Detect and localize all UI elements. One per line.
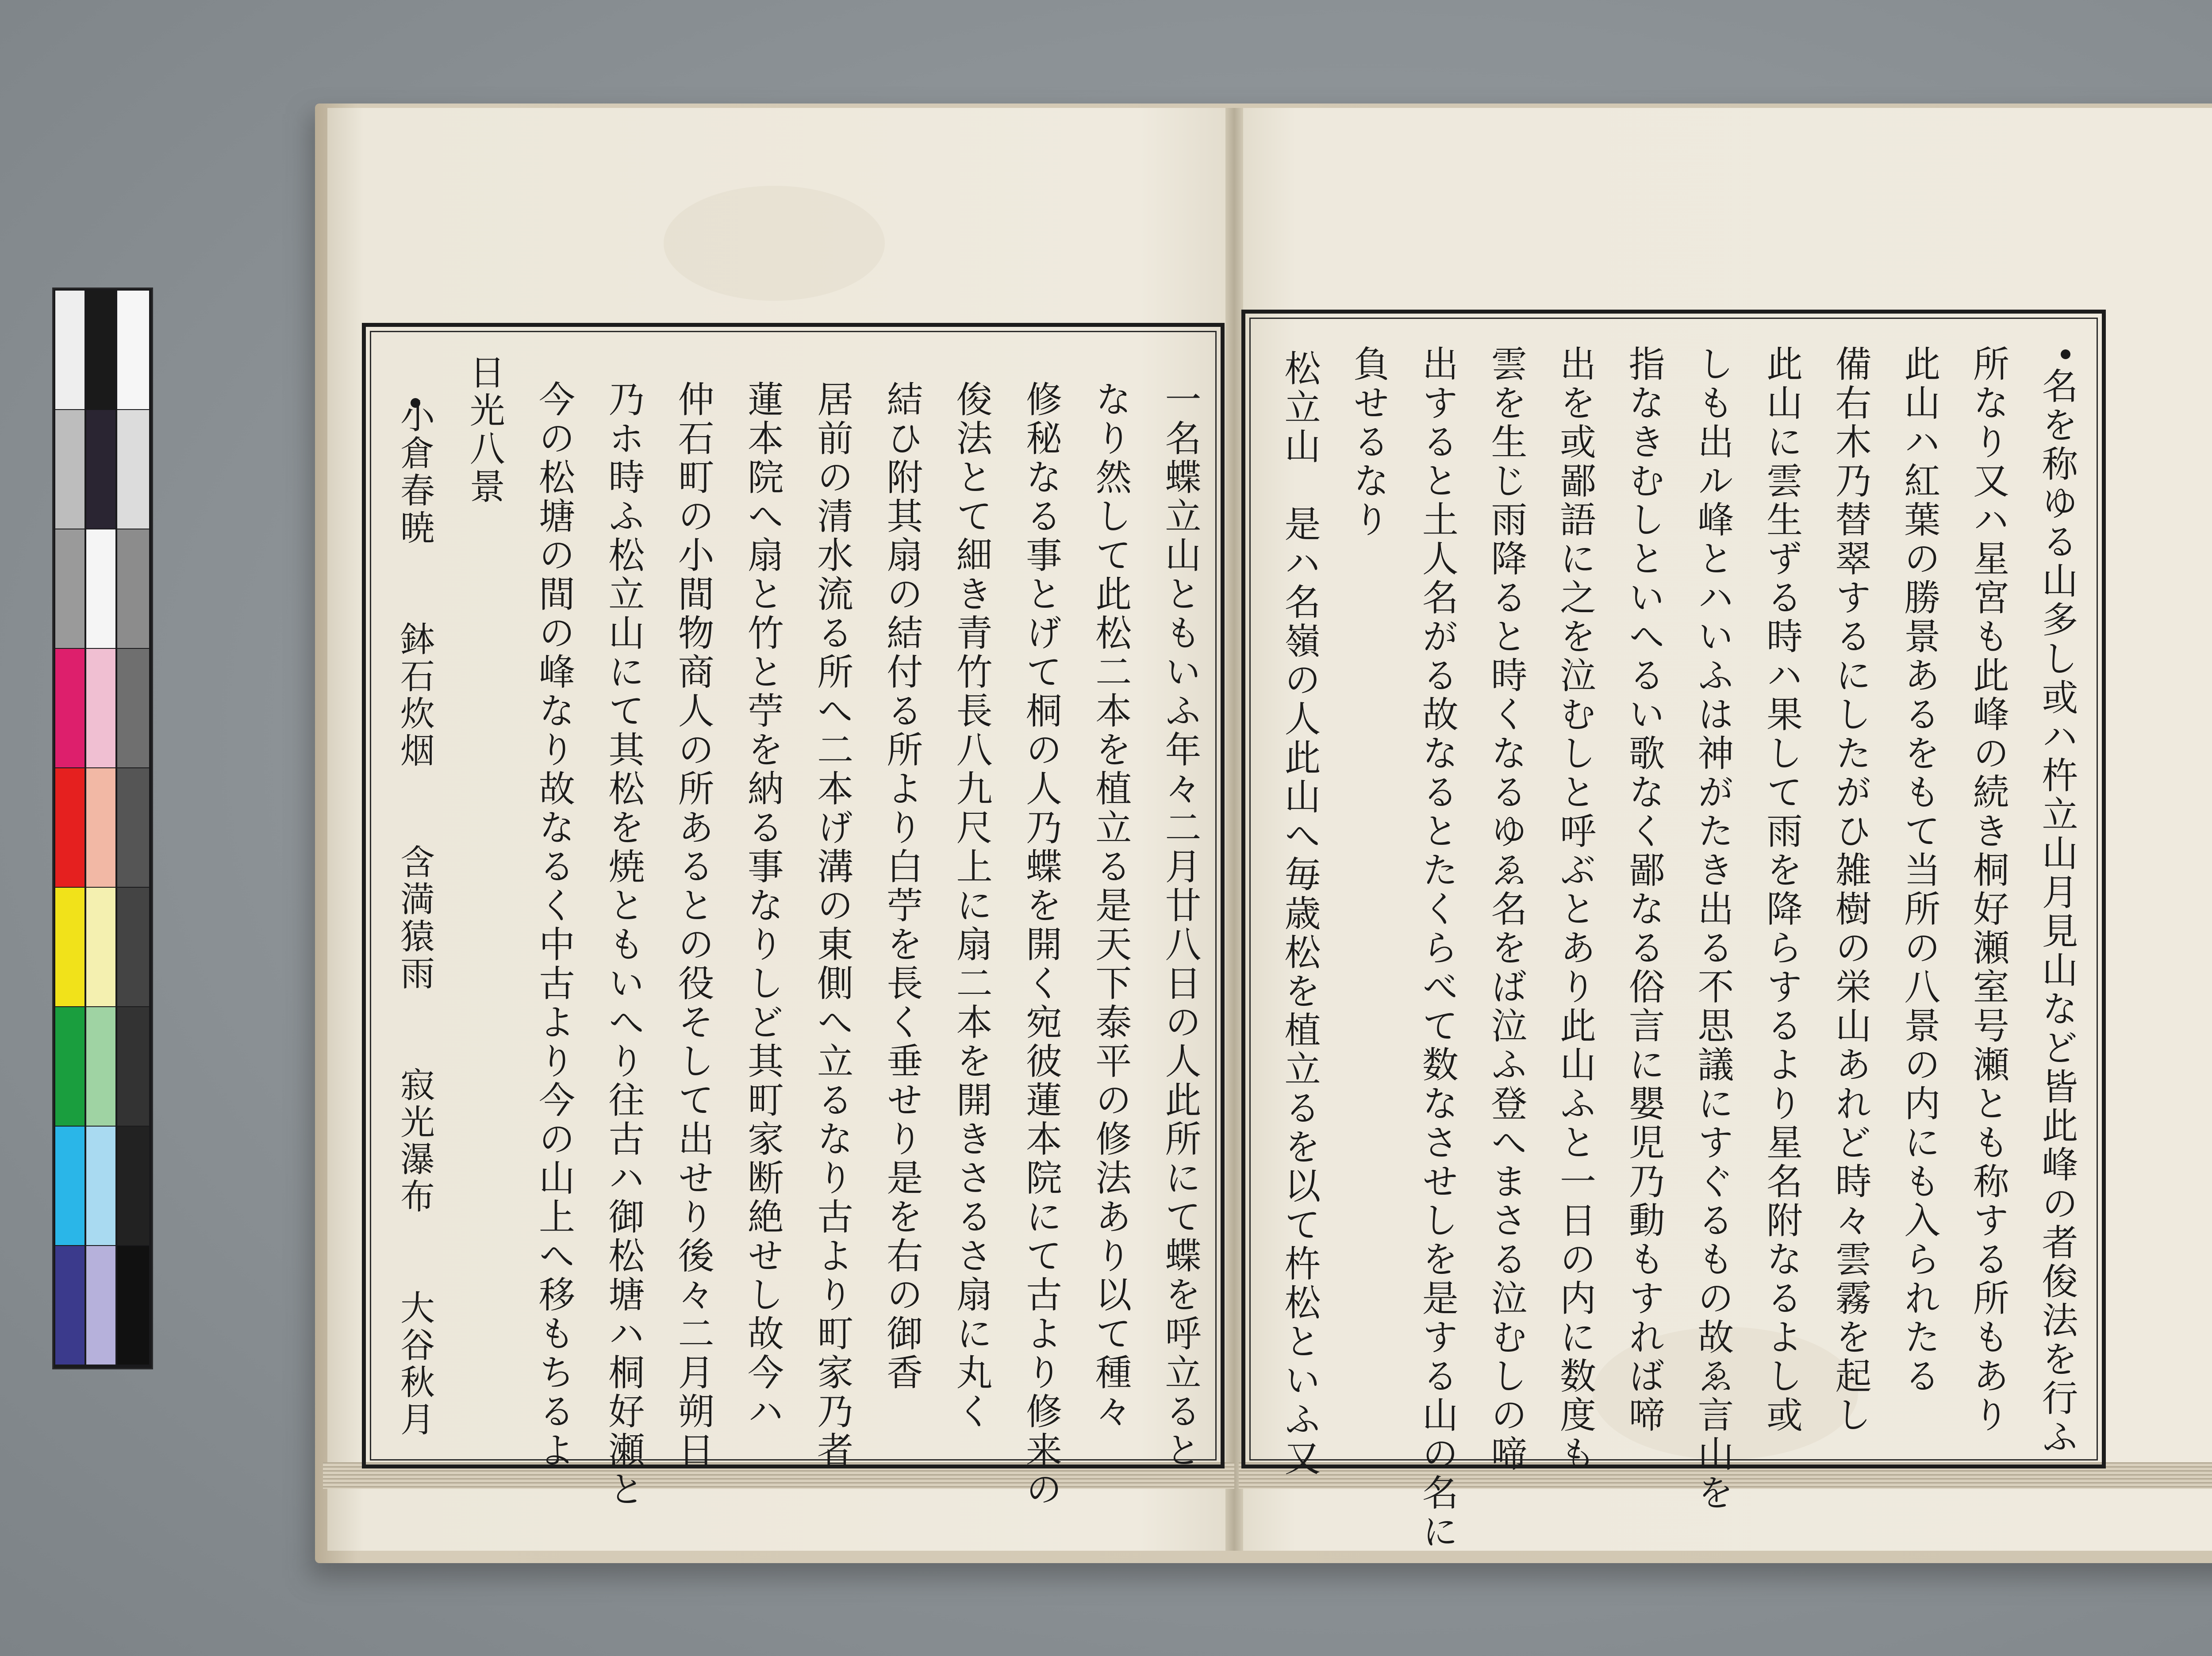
calibration-patch — [86, 888, 115, 1006]
calibration-patch — [55, 1246, 84, 1365]
calibration-patch — [86, 649, 115, 767]
calibration-patch — [55, 1127, 84, 1245]
text-column: 負せるなり — [1347, 345, 1390, 540]
text-column: 備右木乃替翠するにしたがひ雑樹の栄山あれど時々雲霧を起し — [1829, 345, 1872, 1435]
text-column: 此山に雲生ずる時ハ果して雨を降らするより星名附なるよし或 — [1760, 345, 1803, 1435]
text-column: 出すると土人名がる故なるとたくらべて数なさせしを是する山の名に — [1416, 345, 1459, 1552]
text-column: 雲を生じ雨降ると時くなるゆゑ名をば泣ふ登へまさる泣むしの啼 — [1485, 345, 1527, 1474]
calibration-patch — [86, 529, 115, 648]
text-column: 松立山 是ハ名嶺の人此山へ毎歳松を植立るを以て杵松といふ又 — [1279, 349, 1321, 1478]
paragraph-mark — [2061, 349, 2070, 359]
calibration-patch — [86, 410, 115, 529]
calibration-patch — [86, 291, 115, 409]
calibration-patch — [55, 768, 84, 887]
calibration-patch — [55, 410, 84, 529]
calibration-patch — [117, 291, 149, 409]
calibration-patch — [117, 768, 149, 887]
text-column: 小倉春暁 鉢石炊烟 含満猿雨 寂光瀑布 大谷秋月 — [395, 398, 434, 1438]
text-column: 乃ホ時ふ松立山にて其松を焼ともいへり往古ハ御松塘ハ桐好瀬と — [602, 380, 645, 1509]
text-column: 今の松塘の間の峰なり故なるく中古より今の山上へ移もちるよ — [533, 380, 575, 1470]
calibration-patch — [117, 649, 149, 767]
text-column: 蓮本院へ扇と竹と苧を納る事なりしど其町家断絶せし故今ハ — [741, 380, 784, 1431]
text-column: 出を或鄙語に之を泣むしと呼ぶとあり此山ふと一日の内に数度も — [1554, 345, 1596, 1474]
calibration-patch — [117, 888, 149, 1006]
book-gutter — [1225, 108, 1243, 1551]
text-column: なり然して此松二本を植立る是天下泰平の修法あり以て種々 — [1089, 380, 1132, 1431]
text-column: 居前の清水流る所へ二本げ溝の東側へ立るなり古より町家乃者 — [811, 380, 853, 1470]
text-column: 仲石町の小間物商人の所あるとの役そして出せり後々二月朔日 — [672, 380, 714, 1470]
text-column: 一名蝶立山ともいふ年々二月廿八日の人此所にて蝶を呼立ると — [1159, 380, 1201, 1470]
calibration-patch — [117, 1007, 149, 1126]
text-column: 指なきむしといへるい歌なく鄙なる俗言に嬰児乃動もすれば啼 — [1623, 345, 1665, 1435]
calibration-patch — [117, 1246, 149, 1365]
paper-stain — [664, 186, 885, 301]
calibration-patch — [55, 529, 84, 648]
calibration-patch — [86, 1007, 115, 1126]
color-calibration-target — [52, 288, 153, 1369]
calibration-patch — [55, 291, 84, 409]
text-column: 修秘なる事とげて桐の人乃蝶を開く宛彼蓮本院にて古より修来の — [1020, 380, 1062, 1509]
text-column: しも出ル峰とハいふは神がたき出る不思議にすぐるもの故ゑ言山を — [1691, 345, 1734, 1513]
calibration-patch — [117, 410, 149, 529]
text-column: 此山ハ紅葉の勝景あるをもて当所の八景の内にも入られたる — [1898, 345, 1940, 1396]
calibration-patch — [86, 768, 115, 887]
calibration-patch — [55, 888, 84, 1006]
text-column: 名を称ゆる山多し或ハ杵立山月見山など皆此峰の者俊法を行ふ — [2036, 367, 2078, 1457]
calibration-patch — [86, 1127, 115, 1245]
calibration-patch — [55, 649, 84, 767]
text-column: 所なり又ハ星宮も此峰の続き桐好瀬室号瀬とも称する所もあり — [1967, 345, 2009, 1435]
text-column: 日光八景 — [464, 354, 505, 506]
text-column: 結ひ附其扇の結付る所より白苧を長く垂せり是を右の御香 — [880, 380, 923, 1392]
text-column: 俊法とて細き青竹長八九尺上に扇二本を開きさるさ扇に丸く — [950, 380, 993, 1431]
calibration-patch — [117, 1127, 149, 1245]
calibration-patch — [117, 529, 149, 648]
calibration-patch — [55, 1007, 84, 1126]
calibration-patch — [86, 1246, 115, 1365]
